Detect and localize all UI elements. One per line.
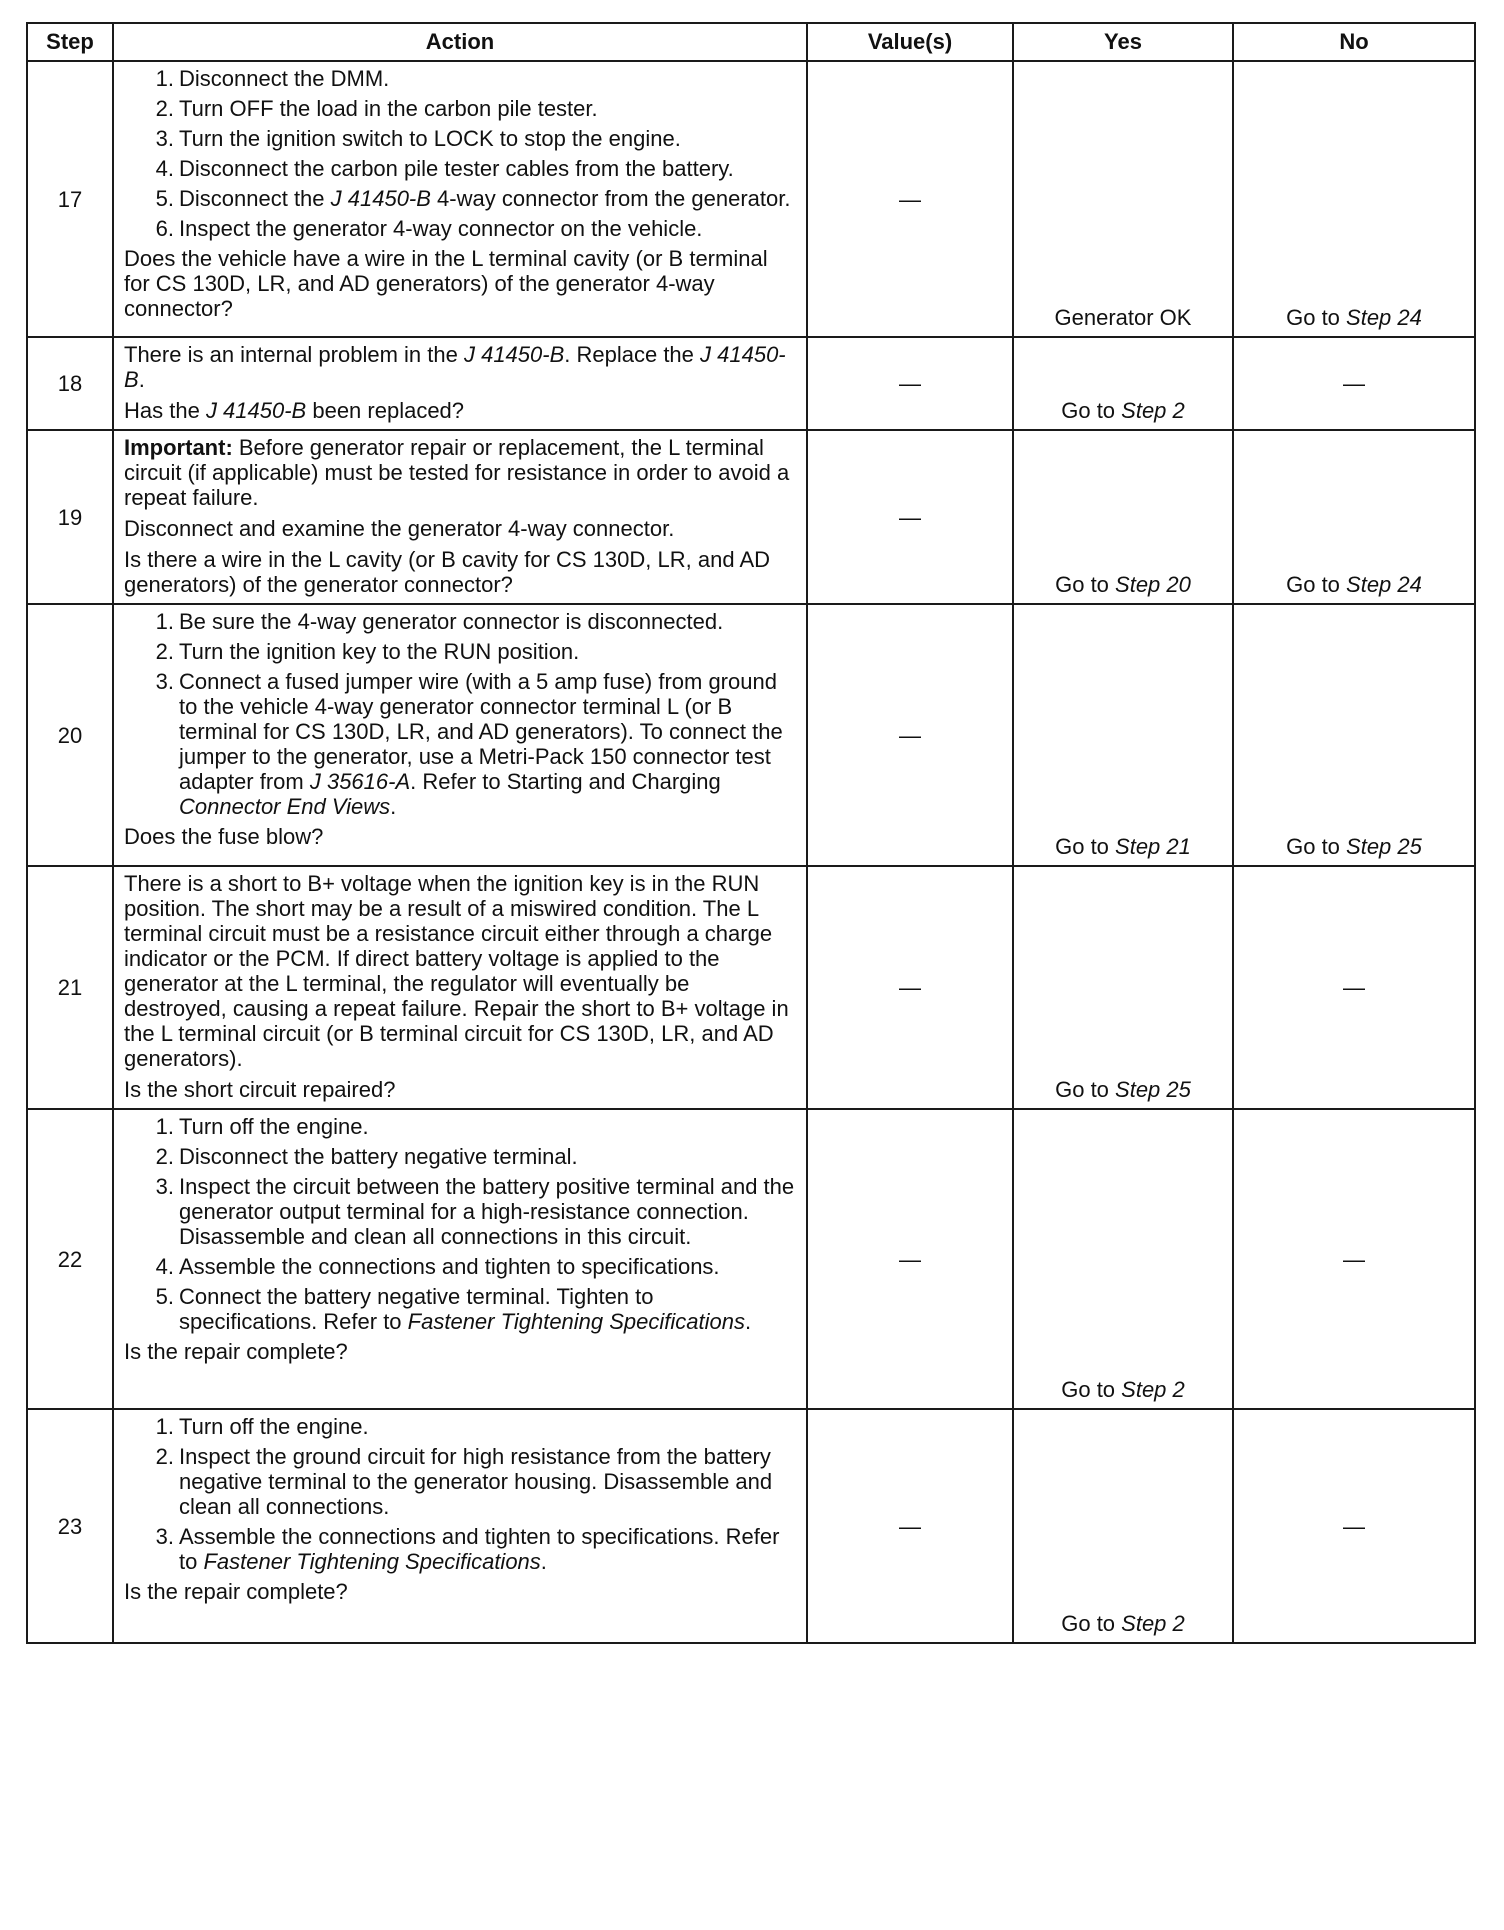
- action-step-number: 2.: [155, 639, 174, 664]
- table-row: [27, 61, 1475, 337]
- action-step: [124, 126, 796, 151]
- action-step-number: 4.: [155, 156, 174, 181]
- action-steps-list: [124, 609, 796, 819]
- no-cell: [1233, 61, 1475, 337]
- action-cell: [113, 604, 807, 866]
- text-run: J 35616-A: [309, 769, 411, 794]
- text-run: There is an internal problem in the: [124, 342, 464, 367]
- action-step: [124, 1174, 796, 1249]
- text-run: Turn the ignition key to the RUN position.: [179, 639, 580, 664]
- action-steps-list: [124, 66, 796, 241]
- text-run: Disconnect the carbon pile tester cables from the battery.: [179, 156, 734, 181]
- action-step: [124, 156, 796, 181]
- header-action: Action: [113, 23, 807, 61]
- text-run: . Refer to Starting and Charging: [410, 769, 721, 794]
- step-number: 20: [27, 604, 113, 866]
- diagnostic-table: [26, 22, 1476, 1644]
- text-run: Go to: [1286, 572, 1347, 597]
- text-run: Assemble the connections and tighten to specifications.: [179, 1254, 720, 1279]
- action-question: [124, 1579, 796, 1604]
- text-run: Is the repair complete?: [124, 1339, 348, 1364]
- action-step: [124, 1444, 796, 1519]
- no-cell: [1233, 604, 1475, 866]
- value-cell: —: [807, 61, 1013, 337]
- action-steps-list: [124, 1114, 796, 1334]
- action-step: [124, 669, 796, 819]
- text-run: Go to: [1286, 834, 1347, 859]
- action-step: [124, 1254, 796, 1279]
- table-body: [27, 61, 1475, 1643]
- text-run: Disconnect the battery negative terminal.: [179, 1144, 578, 1169]
- text-run: J 41450-B: [463, 342, 565, 367]
- action-step: [124, 609, 796, 634]
- header-step: Step: [27, 23, 113, 61]
- text-run: J 41450-B: [124, 342, 786, 392]
- text-run: Step 24: [1346, 572, 1422, 597]
- yes-cell: [1013, 61, 1233, 337]
- text-run: Is there a wire in the L cavity (or B cavity for CS 130D, LR, and AD generators) of the generator connector?: [124, 547, 771, 597]
- table-row: [27, 866, 1475, 1109]
- action-step: [124, 639, 796, 664]
- value-cell: —: [807, 604, 1013, 866]
- text-run: Step 2: [1121, 1611, 1185, 1636]
- text-run: Disconnect the DMM.: [179, 66, 390, 91]
- text-run: Connect the battery negative terminal. Tighten to specifications. Refer to: [179, 1284, 654, 1334]
- action-step: [124, 1144, 796, 1169]
- action-step-number: 2.: [155, 96, 174, 121]
- action-question: [124, 246, 796, 321]
- table-row: [27, 604, 1475, 866]
- text-run: Connector End Views: [179, 794, 391, 819]
- action-step: [124, 96, 796, 121]
- text-run: Step 24: [1346, 305, 1422, 330]
- text-run: Step 20: [1115, 572, 1191, 597]
- action-step: [124, 186, 796, 211]
- text-run: Go to: [1055, 834, 1116, 859]
- value-cell: —: [807, 430, 1013, 604]
- text-run: Disconnect and examine the generator 4-way connector.: [124, 516, 675, 541]
- text-run: Disconnect the: [179, 186, 331, 211]
- text-run: Step 2: [1121, 398, 1185, 423]
- text-run: . Replace the: [564, 342, 701, 367]
- text-run: Step 25: [1115, 1077, 1191, 1102]
- text-run: Go to: [1286, 305, 1347, 330]
- header-yes: Yes: [1013, 23, 1233, 61]
- action-step-number: 5.: [155, 1284, 174, 1309]
- text-run: .: [540, 1549, 547, 1574]
- yes-cell: [1013, 604, 1233, 866]
- action-step-number: 3.: [155, 1174, 174, 1199]
- step-number: 17: [27, 61, 113, 337]
- text-run: Before generator repair or replacement, the L terminal circuit (if applicable) must be tested for resistance in order to avoid a repeat failure.: [124, 435, 790, 510]
- text-run: Is the repair complete?: [124, 1579, 348, 1604]
- text-run: Step 25: [1346, 834, 1422, 859]
- yes-cell: [1013, 430, 1233, 604]
- action-step-number: 4.: [155, 1254, 174, 1279]
- action-paragraph: [124, 871, 796, 1071]
- text-run: Turn off the engine.: [179, 1414, 369, 1439]
- text-run: been replaced?: [306, 398, 465, 423]
- yes-cell: [1013, 1109, 1233, 1409]
- action-step-number: 1.: [155, 609, 174, 634]
- text-run: Go to: [1055, 572, 1116, 597]
- action-question: [124, 1339, 796, 1364]
- text-run: Turn OFF the load in the carbon pile tester.: [179, 96, 598, 121]
- action-cell: [113, 1109, 807, 1409]
- action-step-number: 3.: [155, 669, 174, 694]
- text-run: Go to: [1061, 1377, 1122, 1402]
- action-question: [124, 1077, 796, 1102]
- action-step: [124, 1114, 796, 1139]
- step-number: 18: [27, 337, 113, 430]
- header-values: Value(s): [807, 23, 1013, 61]
- yes-cell: [1013, 1409, 1233, 1643]
- action-step-number: 1.: [155, 1114, 174, 1139]
- yes-cell: [1013, 866, 1233, 1109]
- table-row: [27, 1109, 1475, 1409]
- text-run: .: [138, 367, 145, 392]
- value-cell: —: [807, 866, 1013, 1109]
- step-number: 19: [27, 430, 113, 604]
- text-run: Go to: [1055, 1077, 1116, 1102]
- action-cell: [113, 61, 807, 337]
- action-step-number: 1.: [155, 1414, 174, 1439]
- action-question: [124, 547, 796, 597]
- no-cell: —: [1233, 1409, 1475, 1643]
- text-run: .: [390, 794, 397, 819]
- action-step-number: 3.: [155, 126, 174, 151]
- text-run: Inspect the circuit between the battery positive terminal and the generator output terminal for a high-resistance connection. Disassemble and clean all connections in this circuit.: [179, 1174, 795, 1249]
- text-run: Generator OK: [1054, 305, 1192, 330]
- action-cell: [113, 1409, 807, 1643]
- action-step: [124, 66, 796, 91]
- action-paragraph: [124, 342, 796, 392]
- text-run: There is a short to B+ voltage when the ignition key is in the RUN position. The short may be a result of a miswired condition. The L terminal circuit must be a resistance circuit either through a charge indicator or the PCM. If direct battery voltage is applied to the generator at the L terminal, the regulator will eventually be destroyed, causing a repeat failure. Repair the short to B+ voltage in the L terminal circuit (or B terminal circuit for CS 130D, LR, and AD generators).: [124, 871, 789, 1071]
- text-run: Inspect the ground circuit for high resistance from the battery negative terminal to the generator housing. Disassemble and clean all connections.: [179, 1444, 773, 1519]
- action-paragraph: [124, 516, 796, 541]
- text-run: Be sure the 4-way generator connector is disconnected.: [179, 609, 724, 634]
- text-run: J 41450-B: [330, 186, 431, 211]
- action-step-number: 6.: [155, 216, 174, 241]
- table-row: [27, 430, 1475, 604]
- text-run: Does the vehicle have a wire in the L terminal cavity (or B terminal for CS 130D, LR, and AD generators) of the generator 4-way connector?: [124, 246, 768, 321]
- text-run: Turn off the engine.: [179, 1114, 369, 1139]
- text-run: Has the: [124, 398, 206, 423]
- value-cell: —: [807, 337, 1013, 430]
- action-step: [124, 1284, 796, 1334]
- no-cell: —: [1233, 337, 1475, 430]
- action-question: [124, 398, 796, 423]
- header-no: No: [1233, 23, 1475, 61]
- no-cell: —: [1233, 866, 1475, 1109]
- action-step: [124, 1414, 796, 1439]
- action-step-number: 3.: [155, 1524, 174, 1549]
- text-run: Inspect the generator 4-way connector on the vehicle.: [179, 216, 703, 241]
- action-cell: [113, 866, 807, 1109]
- table-row: [27, 337, 1475, 430]
- action-step-number: 2.: [155, 1144, 174, 1169]
- text-run: .: [745, 1309, 752, 1334]
- action-step-number: 5.: [155, 186, 174, 211]
- text-run: Does the fuse blow?: [124, 824, 324, 849]
- text-run: Turn the ignition switch to LOCK to stop the engine.: [179, 126, 681, 151]
- text-run: Fastener Tightening Specifications: [407, 1309, 745, 1334]
- text-run: Connect a fused jumper wire (with a 5 amp fuse) from ground to the vehicle 4-way generator connector terminal L (or B terminal for CS 130D, LR, and AD generators). To connect the jumper to the generator, use a Metri-Pack 150 connector test adapter from: [179, 669, 783, 794]
- action-paragraph: [124, 435, 796, 510]
- text-run: J 41450-B: [205, 398, 307, 423]
- text-run: Assemble the connections and tighten to specifications. Refer to: [179, 1524, 780, 1574]
- action-step-number: 1.: [155, 66, 174, 91]
- text-run: Step 21: [1115, 834, 1191, 859]
- action-steps-list: [124, 1414, 796, 1574]
- text-run: Go to: [1061, 1611, 1122, 1636]
- value-cell: —: [807, 1109, 1013, 1409]
- text-run: 4-way connector from the generator.: [430, 186, 791, 211]
- step-number: 23: [27, 1409, 113, 1643]
- no-cell: [1233, 430, 1475, 604]
- value-cell: —: [807, 1409, 1013, 1643]
- text-run: Go to: [1061, 398, 1122, 423]
- action-step-number: 2.: [155, 1444, 174, 1469]
- step-number: 22: [27, 1109, 113, 1409]
- action-question: [124, 824, 796, 849]
- action-step: [124, 216, 796, 241]
- text-run: Step 2: [1121, 1377, 1185, 1402]
- no-cell: —: [1233, 1109, 1475, 1409]
- yes-cell: [1013, 337, 1233, 430]
- table-row: [27, 1409, 1475, 1643]
- text-run: Is the short circuit repaired?: [124, 1077, 396, 1102]
- action-step: [124, 1524, 796, 1574]
- text-run: Fastener Tightening Specifications: [203, 1549, 541, 1574]
- text-run: Important:: [124, 435, 233, 460]
- header-row: [27, 23, 1475, 61]
- action-cell: [113, 430, 807, 604]
- action-cell: [113, 337, 807, 430]
- step-number: 21: [27, 866, 113, 1109]
